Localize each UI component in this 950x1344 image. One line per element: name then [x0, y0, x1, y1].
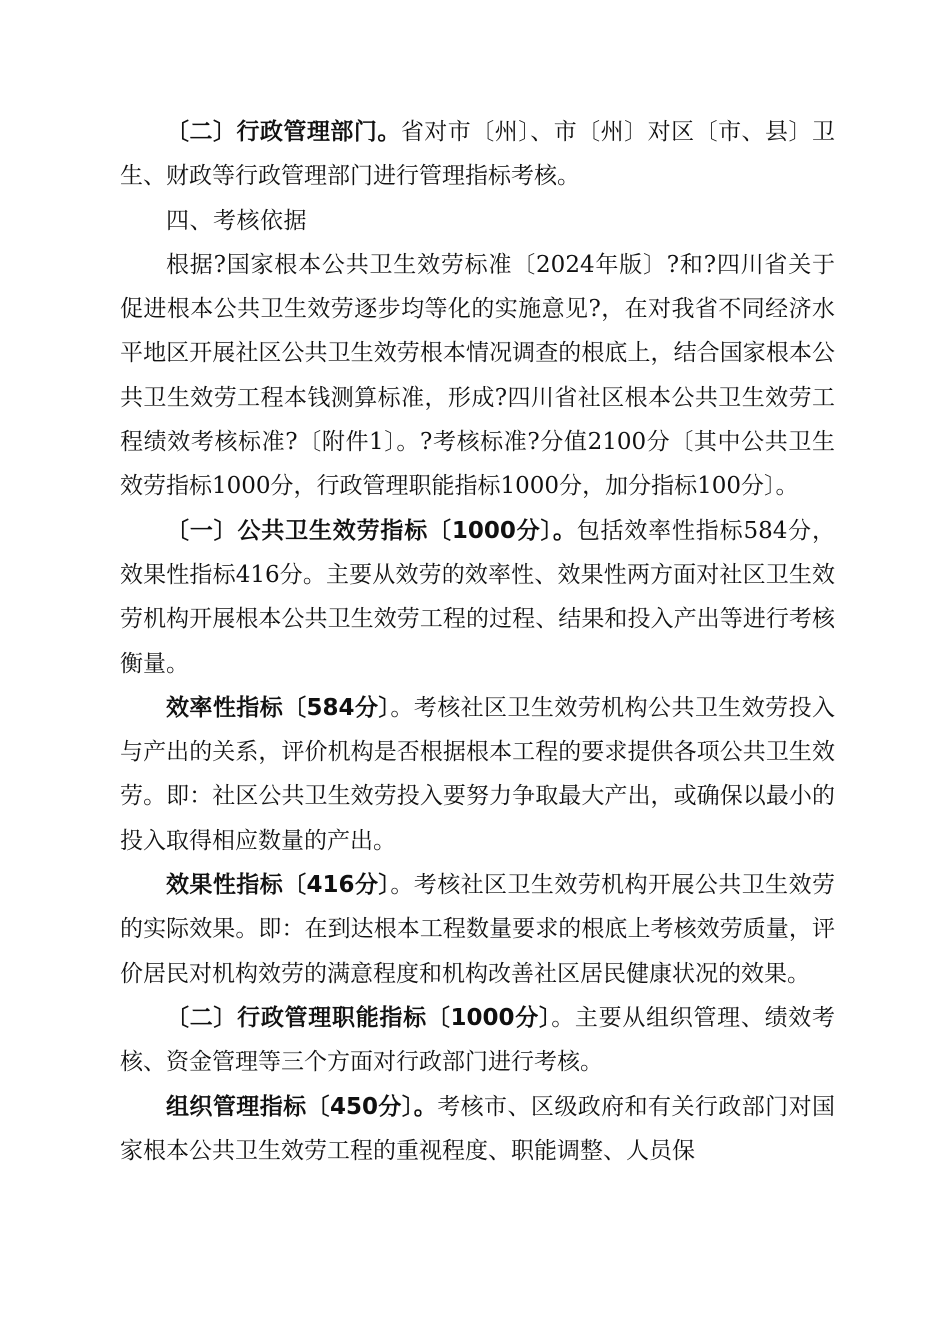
paragraph-text: 包括效率性指标584分，效果性指标416分。主要从效劳的效率性、效果性两方面对社区卫生效劳机构开展根本公共卫生效劳工程的过程、结果和投入产出等进行考核衡量。 — [120, 517, 835, 677]
section-heading: 四、考核依据 — [166, 207, 307, 234]
document-page — [120, 110, 835, 1173]
paragraph-lead: 组织管理指标〔450分〕。 — [166, 1093, 438, 1120]
paragraph-basis — [120, 243, 835, 509]
paragraph-admin-departments — [120, 110, 835, 199]
paragraph-lead: 〔二〕行政管理部门。 — [166, 119, 401, 145]
paragraph-lead: 〔二〕行政管理职能指标〔1000分〕 — [166, 1004, 552, 1031]
paragraph-admin-function-indicators — [120, 996, 835, 1085]
paragraph-text: 。考核社区卫生效劳机构公共卫生效劳投入与产出的关系，评价机构是否根据根本工程的要求提供各项公共卫生效劳。即：社区公共卫生效劳投入要努力争取最大产出，或确保以最小的投入取得相应数量的产出。 — [120, 694, 836, 854]
paragraph-lead: 效率性指标〔584分〕 — [166, 694, 391, 721]
paragraph-text: 省对市〔州〕、市〔州〕对区〔市、县〕卫生、财政等行政管理部门进行管理指标考核。 — [120, 119, 836, 190]
paragraph-lead: 效果性指标〔416分〕 — [166, 872, 391, 899]
paragraph-efficiency-indicators — [120, 686, 835, 863]
paragraph-text: 根据?国家根本公共卫生效劳标准〔2024年版〕?和?四川省关于促进根本公共卫生效劳逐步均等化的实施意见?，在对我省不同经济水平地区开展社区公共卫生效劳根本情况调查的根底上，结合国家根本公共卫生效劳工程本钱测算标准，形成?四川省社区根本公共卫生效劳工程绩效考核标准?〔附件1〕。?考核标准?分值2100分〔其中公共卫生效劳指标1000分，行政管理职能指标1000分，加分指标100分〕。 — [120, 251, 835, 500]
paragraph-text: 。主要从组织管理、绩效考核、资金管理等三个方面对行政部门进行考核。 — [120, 1004, 836, 1076]
paragraph-public-health-indicators — [120, 509, 835, 686]
paragraph-lead: 〔一〕公共卫生效劳指标〔1000分〕。 — [166, 517, 577, 544]
paragraph-effectiveness-indicators — [120, 863, 835, 996]
paragraph-text: 考核市、区级政府和有关行政部门对国家根本公共卫生效劳工程的重视程度、职能调整、人员保 — [120, 1093, 836, 1164]
paragraph-organization-indicators — [120, 1085, 835, 1174]
paragraph-text: 。考核社区卫生效劳机构开展公共卫生效劳的实际效果。即：在到达根本工程数量要求的根底上考核效劳质量，评价居民对机构效劳的满意程度和机构改善社区居民健康状况的效果。 — [120, 872, 836, 987]
